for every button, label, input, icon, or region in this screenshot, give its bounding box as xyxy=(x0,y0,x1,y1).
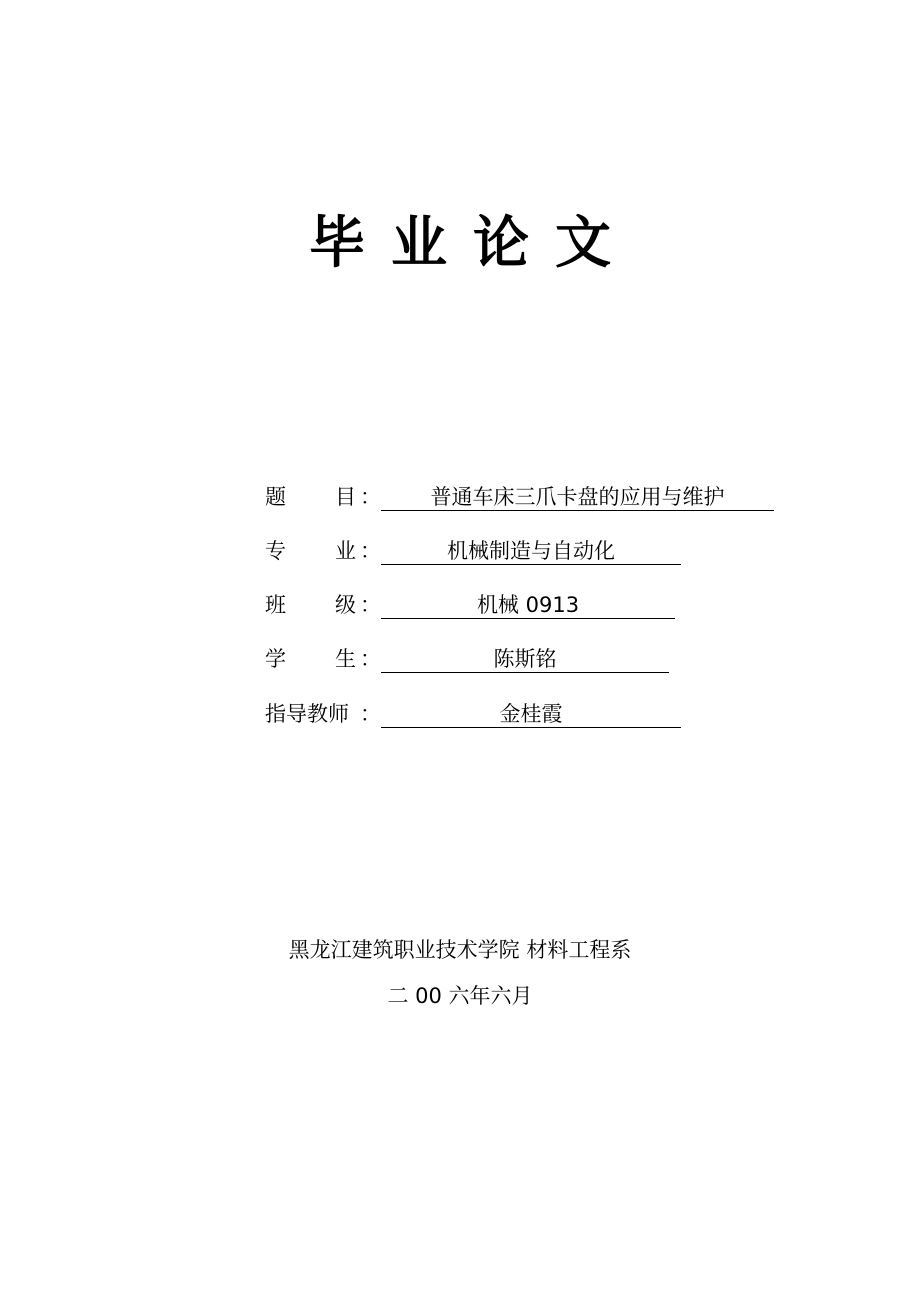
class-colon: ： xyxy=(360,593,381,617)
class-label-char-2: 级 xyxy=(335,593,356,617)
student-label-char-1: 学 xyxy=(265,647,286,671)
topic-label-char-2: 目 xyxy=(335,485,356,509)
student-label-char-2: 生 xyxy=(335,647,356,671)
major-label-char-2: 业 xyxy=(335,539,356,563)
major-label-char-1: 专 xyxy=(265,539,286,563)
thesis-title: 毕业论文 xyxy=(309,211,637,276)
advisor-label xyxy=(265,699,380,729)
class-label-char-1: 班 xyxy=(265,593,286,617)
student-label xyxy=(265,644,380,674)
student-value: 陈斯铭 xyxy=(381,644,669,673)
class-label xyxy=(265,590,380,620)
advisor-colon: ： xyxy=(360,702,381,726)
date-line: 二 00 六年六月 xyxy=(387,984,533,1008)
major-value: 机械制造与自动化 xyxy=(381,536,681,565)
class-value: 机械 0913 xyxy=(381,590,675,619)
institution-line: 黑龙江建筑职业技术学院 材料工程系 xyxy=(288,938,632,962)
advisor-value: 金桂霞 xyxy=(381,699,681,728)
topic-label-char-1: 题 xyxy=(265,485,286,509)
topic-label xyxy=(265,482,380,512)
major-colon: ： xyxy=(360,539,381,563)
student-colon: ： xyxy=(360,647,381,671)
topic-colon: ： xyxy=(360,485,381,509)
major-label xyxy=(265,536,380,566)
topic-value: 普通车床三爪卡盘的应用与维护 xyxy=(381,482,774,511)
advisor-label-text: 指导教师 xyxy=(265,702,349,726)
